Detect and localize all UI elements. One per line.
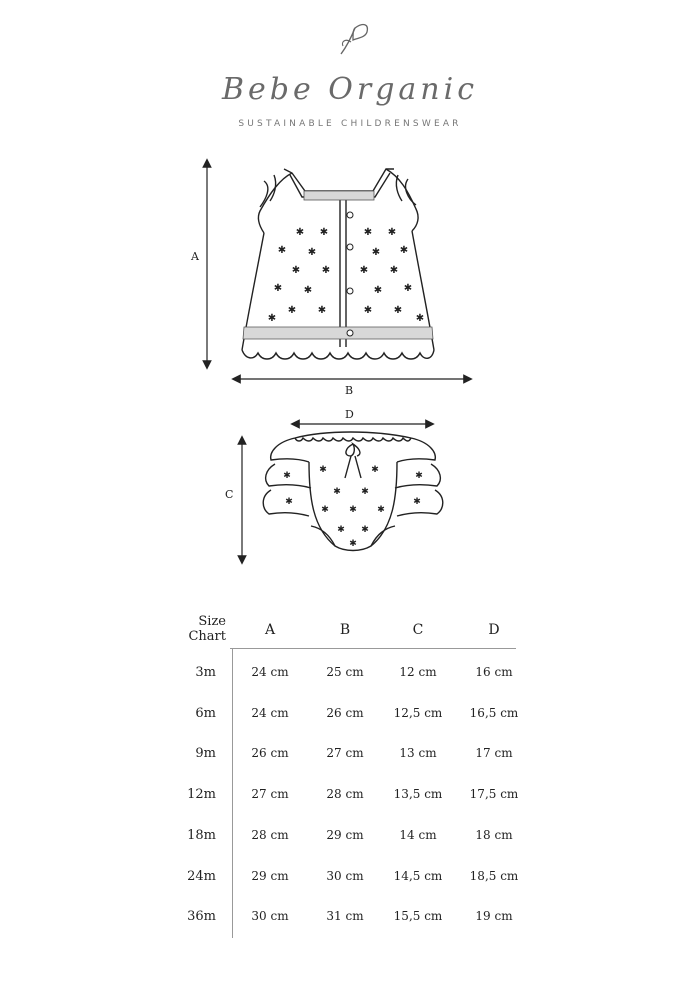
svg-text:✱: ✱ [287,305,297,316]
cell-b: 27 cm [326,746,364,760]
svg-text:✱: ✱ [413,497,421,507]
size-chart-label-line2: Chart [188,629,226,644]
cell-d: 16,5 cm [469,706,519,720]
svg-text:✱: ✱ [283,471,291,481]
cell-a: 30 cm [251,909,289,923]
cell-c: 12 cm [399,665,437,679]
svg-text:✱: ✱ [363,305,373,316]
svg-text:✱: ✱ [337,525,345,535]
cell-a: 24 cm [251,665,289,679]
column-header-c: C [412,622,424,638]
svg-text:✱: ✱ [361,525,369,535]
svg-text:✱: ✱ [415,471,423,481]
cell-b: 28 cm [326,787,364,801]
cell-c: 14,5 cm [393,869,443,883]
column-header-b: B [339,622,351,638]
svg-text:✱: ✱ [285,497,293,507]
svg-text:✱: ✱ [359,265,369,276]
cell-c: 15,5 cm [393,909,443,923]
cell-d: 18 cm [475,828,513,842]
cell-b: 31 cm [326,909,364,923]
svg-text:✱: ✱ [295,227,305,238]
cell-d: 17,5 cm [469,787,519,801]
svg-text:✱: ✱ [371,247,381,258]
svg-text:✱: ✱ [321,265,331,276]
size-chart-label-line1: Size [198,614,226,629]
dimension-d-label: D [345,408,354,421]
svg-text:✱: ✱ [363,227,373,238]
svg-text:✱: ✱ [377,505,385,515]
cell-b: 25 cm [326,665,364,679]
row-size-label: 9m [195,746,216,761]
svg-text:✱: ✱ [273,283,283,294]
svg-text:✱: ✱ [387,227,397,238]
cell-d: 18,5 cm [469,869,519,883]
dimension-b-label: B [345,384,354,397]
cell-a: 29 cm [251,869,289,883]
brand-tagline: SUSTAINABLE CHILDRENSWEAR [238,119,462,129]
cell-a: 28 cm [251,828,289,842]
svg-text:✱: ✱ [393,305,403,316]
column-header-a: A [264,622,276,638]
svg-text:✱: ✱ [403,283,413,294]
svg-text:✱: ✱ [349,505,357,515]
dimension-a-label: A [191,250,199,263]
row-size-label: 3m [195,665,216,680]
svg-text:✱: ✱ [319,465,327,475]
table-header-divider [230,648,516,649]
cell-a: 24 cm [251,706,289,720]
svg-text:✱: ✱ [399,245,409,256]
svg-text:✱: ✱ [277,245,287,256]
row-size-label: 12m [187,787,216,802]
row-size-label: 18m [187,828,216,843]
svg-text:✱: ✱ [319,227,329,238]
cell-c: 14 cm [399,828,437,842]
svg-text:✱: ✱ [389,265,399,276]
svg-text:✱: ✱ [415,313,425,324]
cell-d: 16 cm [475,665,513,679]
svg-text:✱: ✱ [303,285,313,296]
cell-b: 30 cm [326,869,364,883]
svg-text:✱: ✱ [349,539,357,549]
dimension-c-label: C [225,488,234,501]
svg-text:✱: ✱ [307,247,317,258]
table-column-divider [232,648,233,938]
svg-text:✱: ✱ [371,465,379,475]
cell-d: 19 cm [475,909,513,923]
cell-a: 26 cm [251,746,289,760]
svg-text:✱: ✱ [291,265,301,276]
svg-text:✱: ✱ [317,305,327,316]
svg-text:✱: ✱ [321,505,329,515]
row-size-label: 24m [187,869,216,884]
cell-b: 26 cm [326,706,364,720]
svg-text:✱: ✱ [373,285,383,296]
column-header-d: D [488,622,500,638]
cell-d: 17 cm [475,746,513,760]
cell-a: 27 cm [251,787,289,801]
svg-text:✱: ✱ [333,487,341,497]
cell-c: 13,5 cm [393,787,443,801]
top-garment-diagram [180,155,490,395]
brand-wordmark: Bebe Organic [221,72,479,107]
row-size-label: 36m [187,909,216,924]
cell-b: 29 cm [326,828,364,842]
bloomers-diagram [225,408,475,568]
row-size-label: 6m [195,706,216,721]
svg-text:✱: ✱ [267,313,277,324]
cell-c: 12,5 cm [393,706,443,720]
svg-text:✱: ✱ [361,487,369,497]
leaf-icon [333,16,373,58]
cell-c: 13 cm [399,746,437,760]
